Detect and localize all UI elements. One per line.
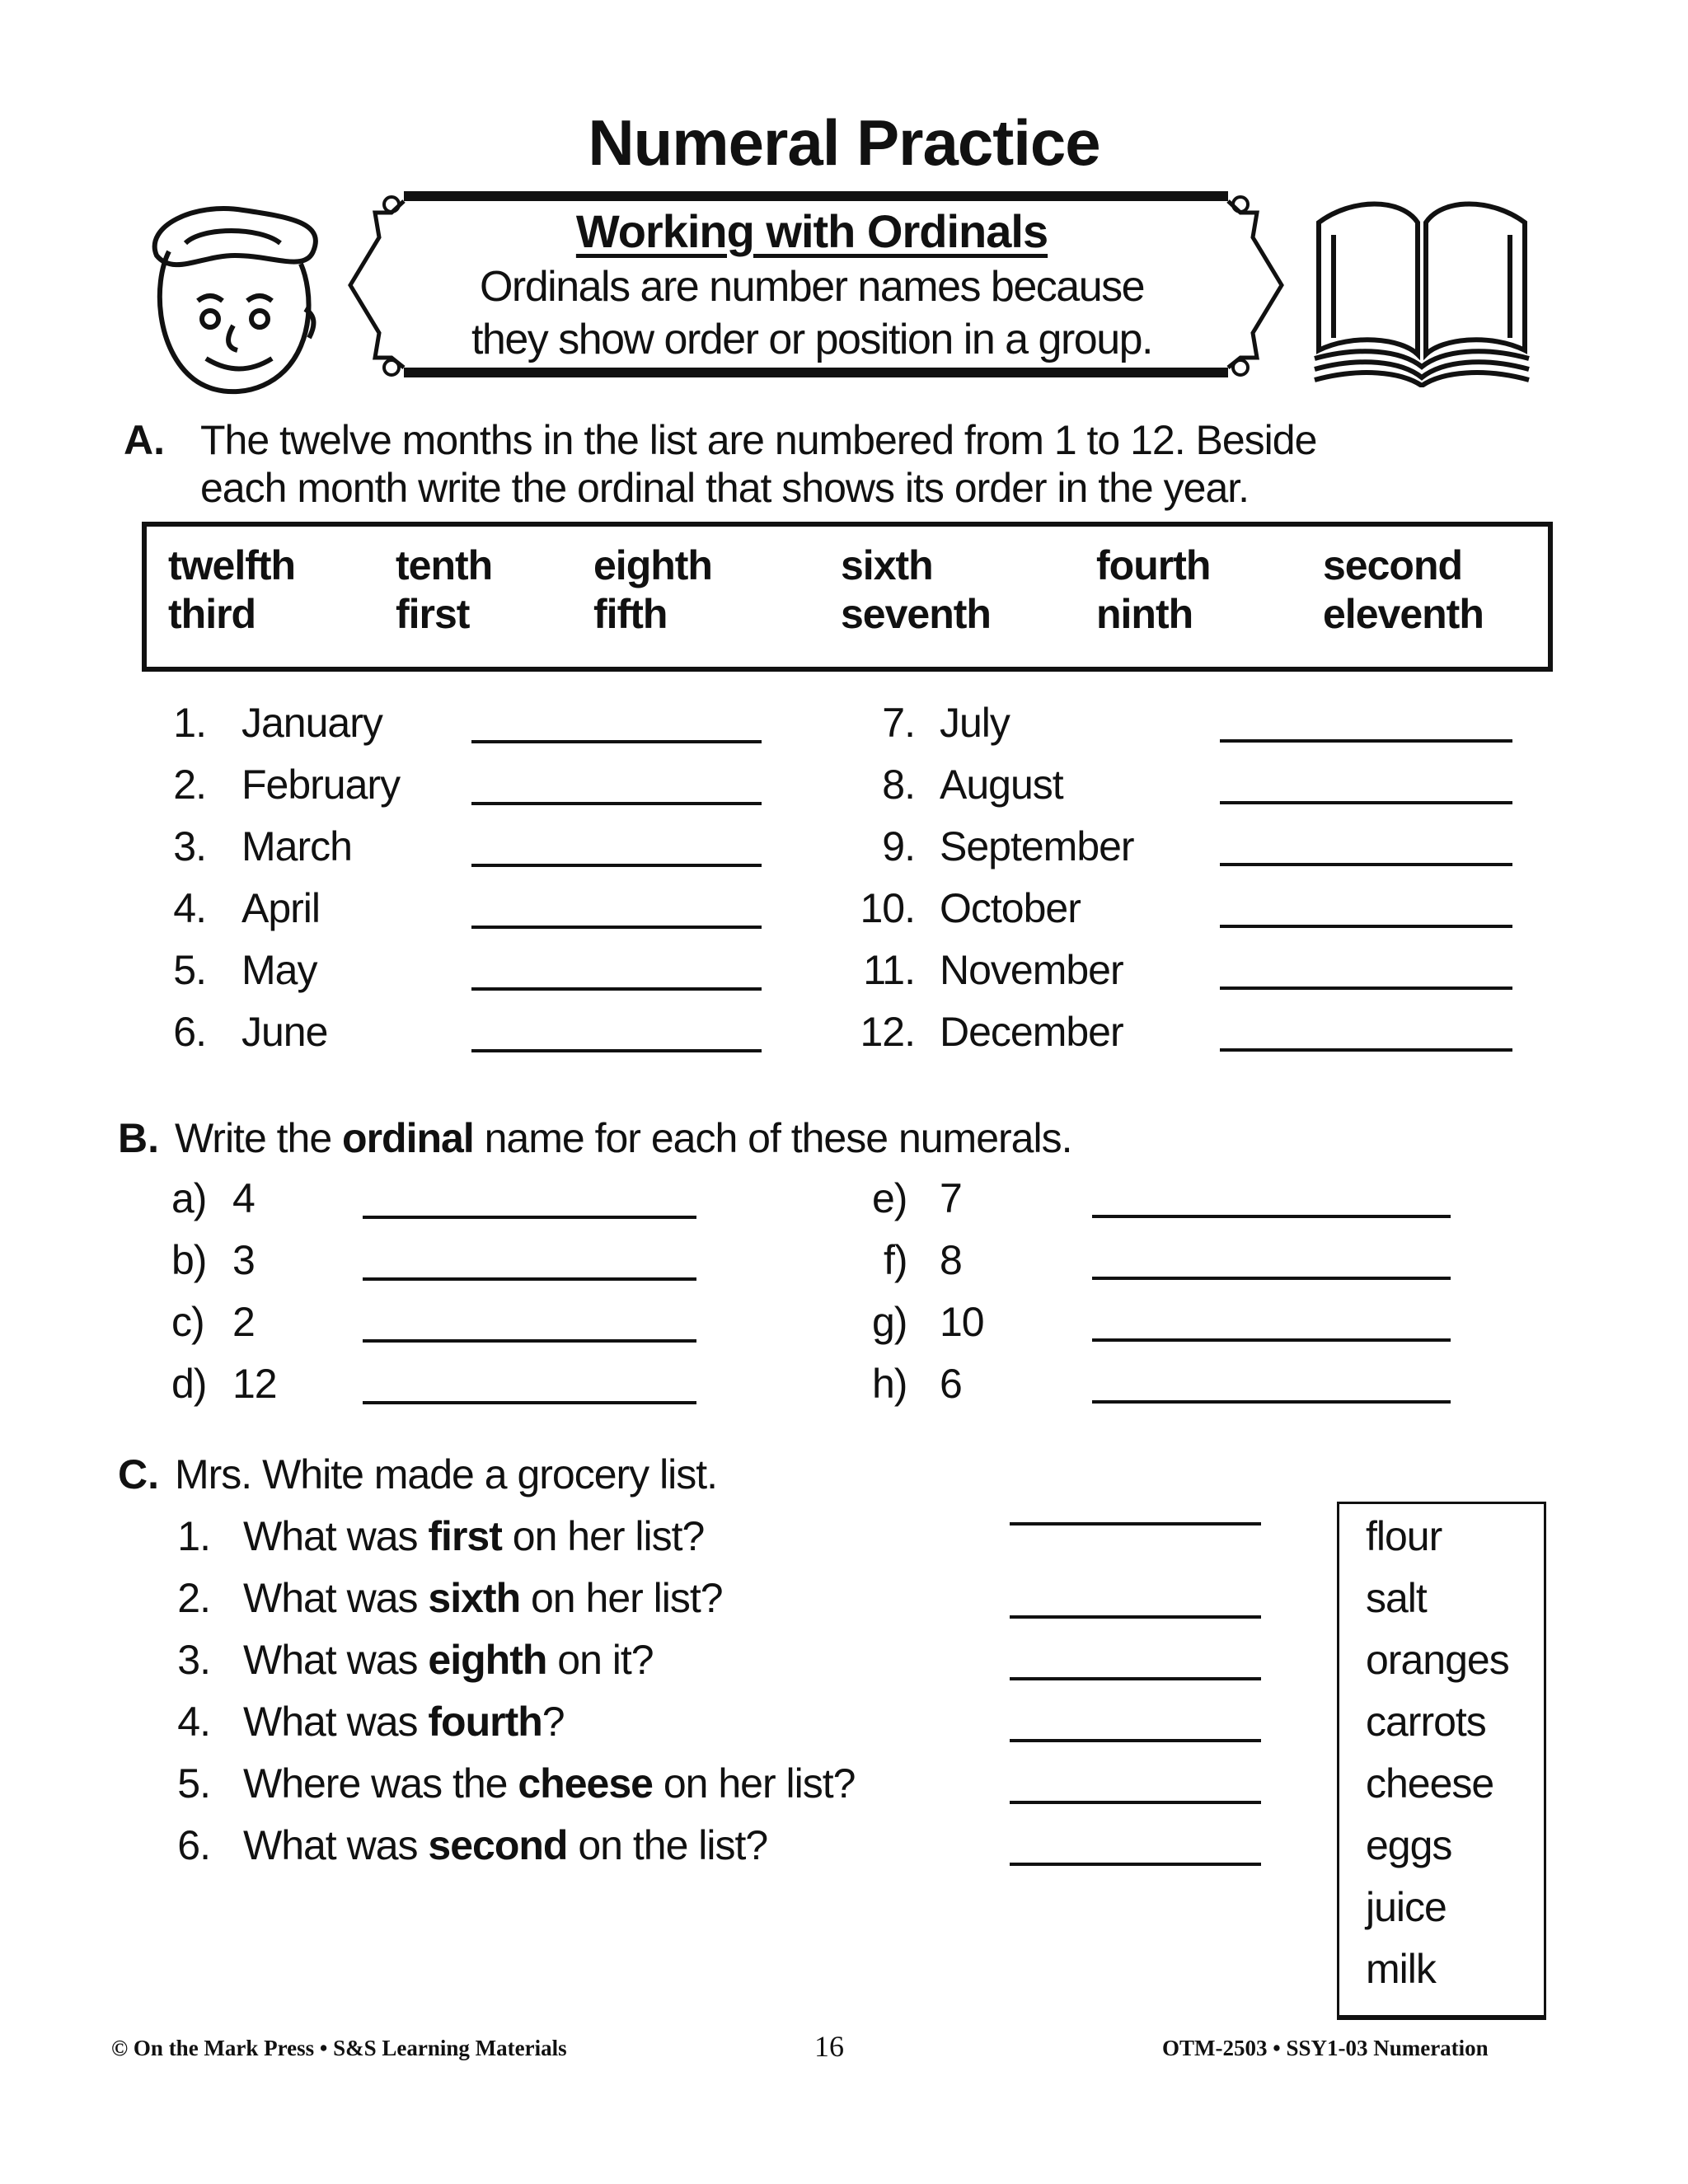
month-name: February (241, 762, 401, 808)
answer-line[interactable] (1220, 987, 1512, 990)
answer-line[interactable] (471, 926, 762, 929)
banner-text-line: they show order or position in a group. (471, 316, 1152, 363)
word-bank-word: fifth (593, 591, 668, 637)
question-number: 5. (177, 1760, 210, 1807)
word-bank-word: twelfth (168, 542, 296, 588)
word-bank-word: second (1323, 542, 1463, 588)
question-text-part: ? (542, 1699, 565, 1745)
question-text-part: What was (243, 1575, 429, 1621)
question-bold-text: eighth (428, 1637, 547, 1683)
answer-line[interactable] (1010, 1677, 1261, 1680)
section-b-instruction (175, 1114, 1071, 1162)
month-name: June (241, 1009, 328, 1055)
question-text-part: What was (243, 1513, 429, 1559)
grocery-item: salt (1366, 1575, 1427, 1621)
question-text-part: What was (243, 1699, 429, 1745)
answer-line[interactable] (1092, 1277, 1451, 1280)
question-text-part: on the list? (567, 1822, 768, 1868)
question-text (243, 1512, 704, 1560)
question-text-part: on her list? (501, 1513, 705, 1559)
word-bank-word: sixth (841, 542, 933, 588)
question-bold-text: cheese (518, 1760, 653, 1807)
month-number: 3. (173, 823, 206, 869)
month-name: September (940, 823, 1134, 869)
question-bold-text: fourth (428, 1699, 542, 1745)
question-number: 4. (177, 1699, 210, 1745)
answer-line[interactable] (471, 987, 762, 991)
answer-line[interactable] (363, 1216, 696, 1219)
month-name: January (241, 700, 382, 746)
section-a-instruction-line: each month write the ordinal that shows its order in the year. (200, 465, 1250, 511)
month-number: 6. (173, 1009, 206, 1055)
section-a-letter: A. (124, 417, 165, 463)
answer-line[interactable] (471, 864, 762, 867)
question-bold-text: sixth (428, 1575, 521, 1621)
answer-line[interactable] (1220, 1048, 1512, 1052)
month-number: 10. (860, 885, 915, 931)
answer-line[interactable] (1220, 739, 1512, 743)
numeral-value: 10 (940, 1299, 984, 1345)
question-text (243, 1698, 565, 1746)
month-number: 5. (173, 947, 206, 993)
question-text (243, 1574, 723, 1622)
numeral-label: e) (872, 1175, 907, 1221)
answer-line[interactable] (1092, 1215, 1451, 1218)
word-bank-word: fourth (1096, 542, 1211, 588)
page-number: 16 (814, 2030, 844, 2063)
numeral-value: 6 (940, 1361, 962, 1407)
numeral-label: b) (171, 1237, 207, 1283)
grocery-item: carrots (1366, 1699, 1486, 1745)
question-number: 3. (177, 1637, 210, 1683)
month-number: 8. (882, 762, 915, 808)
instruction-text: Write the (175, 1115, 343, 1161)
question-text-part: What was (243, 1822, 429, 1868)
boy-face-illustration (136, 194, 334, 400)
grocery-item: eggs (1366, 1822, 1452, 1868)
answer-line[interactable] (363, 1277, 696, 1281)
answer-line[interactable] (1010, 1522, 1261, 1526)
answer-line[interactable] (1010, 1801, 1261, 1804)
answer-line[interactable] (1010, 1739, 1261, 1742)
banner-text-line: Ordinals are number names because (479, 263, 1145, 311)
footer-product-code: OTM-2503 • SSY1-03 Numeration (1162, 2036, 1489, 2060)
grocery-item: flour (1366, 1513, 1442, 1559)
numeral-value: 7 (940, 1175, 962, 1221)
month-number: 1. (173, 700, 206, 746)
question-text (243, 1760, 855, 1807)
month-number: 11. (863, 947, 915, 993)
question-text-part: on it? (546, 1637, 654, 1683)
numeral-label: f) (884, 1237, 907, 1283)
open-book-illustration (1311, 190, 1533, 387)
answer-line[interactable] (363, 1339, 696, 1343)
question-text-part: on her list? (652, 1760, 856, 1807)
numeral-label: d) (171, 1361, 207, 1407)
question-text-part: What was (243, 1637, 429, 1683)
month-number: 12. (860, 1009, 915, 1055)
numeral-value: 4 (232, 1175, 255, 1221)
month-number: 7. (882, 700, 915, 746)
answer-line[interactable] (1092, 1338, 1451, 1342)
grocery-item: cheese (1366, 1760, 1494, 1807)
question-number: 6. (177, 1822, 210, 1868)
numeral-label: c) (171, 1299, 204, 1345)
word-bank-word: ninth (1096, 591, 1193, 637)
answer-line[interactable] (471, 740, 762, 743)
word-bank-word: eighth (593, 542, 712, 588)
page-title: Numeral Practice (588, 106, 1100, 179)
question-number: 2. (177, 1575, 210, 1621)
answer-line[interactable] (471, 1049, 762, 1052)
month-name: December (940, 1009, 1123, 1055)
instruction-bold-text: ordinal (342, 1115, 474, 1161)
footer-publisher: © On the Mark Press • S&S Learning Materials (111, 2036, 567, 2060)
answer-line[interactable] (471, 802, 762, 805)
question-bold-text: first (428, 1513, 502, 1559)
month-name: March (241, 823, 352, 869)
word-bank-word: tenth (396, 542, 493, 588)
numeral-label: a) (171, 1175, 207, 1221)
answer-line[interactable] (363, 1401, 696, 1404)
word-bank-word: eleventh (1323, 591, 1484, 637)
grocery-item: milk (1366, 1946, 1436, 1992)
month-number: 9. (882, 823, 915, 869)
month-name: July (940, 700, 1010, 746)
banner-subtitle: Working with Ordinals (575, 205, 1048, 257)
question-bold-text: second (428, 1822, 568, 1868)
answer-line[interactable] (1220, 863, 1512, 866)
month-name: August (940, 762, 1063, 808)
question-text-part: on her list? (520, 1575, 723, 1621)
answer-line[interactable] (1220, 801, 1512, 804)
question-text (243, 1821, 767, 1869)
word-bank-word: seventh (841, 591, 991, 637)
month-name: May (241, 947, 317, 993)
month-name: October (940, 885, 1081, 931)
answer-line[interactable] (1010, 1863, 1261, 1866)
month-number: 2. (173, 762, 206, 808)
grocery-item: juice (1366, 1884, 1447, 1930)
numeral-value: 12 (232, 1361, 277, 1407)
instruction-text: name for each of these numerals. (473, 1115, 1072, 1161)
grocery-item: oranges (1366, 1637, 1509, 1683)
question-number: 1. (177, 1513, 210, 1559)
section-c-letter: C. (118, 1451, 159, 1497)
question-text (243, 1636, 654, 1684)
numeral-label: h) (872, 1361, 907, 1407)
answer-line[interactable] (1010, 1615, 1261, 1619)
question-text-part: Where was the (243, 1760, 518, 1807)
word-bank-word: first (396, 591, 470, 637)
month-name: April (241, 885, 321, 931)
answer-line[interactable] (1220, 925, 1512, 928)
month-number: 4. (173, 885, 206, 931)
section-a-instruction-line: The twelve months in the list are numbered from 1 to 12. Beside (200, 417, 1317, 463)
numeral-value: 8 (940, 1237, 962, 1283)
answer-line[interactable] (1092, 1400, 1451, 1404)
section-b-letter: B. (118, 1115, 159, 1161)
numeral-value: 2 (232, 1299, 255, 1345)
section-c-intro: Mrs. White made a grocery list. (175, 1451, 718, 1497)
month-name: November (940, 947, 1123, 993)
numeral-label: g) (872, 1299, 907, 1345)
word-bank-word: third (168, 591, 256, 637)
numeral-value: 3 (232, 1237, 255, 1283)
